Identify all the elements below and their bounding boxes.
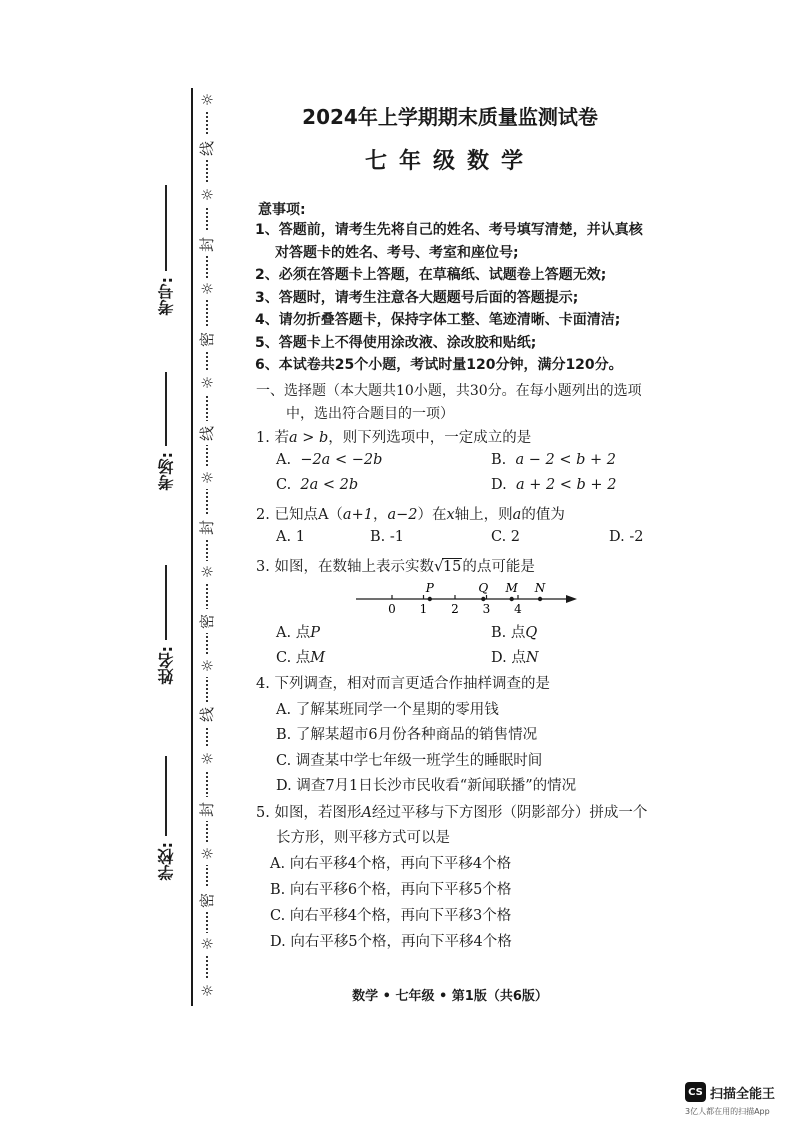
notice-heading: 意事项: bbox=[258, 202, 306, 218]
option-c: C. 调查某中学七年级一班学生的睡眠时间 bbox=[276, 753, 543, 769]
option-d: D. 点N bbox=[491, 650, 539, 666]
sun-mark-icon: ☼ bbox=[196, 980, 218, 1002]
point-p bbox=[428, 597, 432, 601]
binding-word: 密 bbox=[196, 327, 218, 351]
option-a: A. 点P bbox=[276, 625, 320, 641]
sun-mark-icon: ☼ bbox=[196, 278, 218, 300]
tick-label: 1 bbox=[419, 602, 428, 616]
binding-word: 线 bbox=[196, 421, 218, 445]
scanner-watermark bbox=[685, 1082, 793, 1120]
sqrt-expression: √ 15 bbox=[433, 557, 462, 575]
option-b: B. -1 bbox=[370, 529, 404, 545]
sun-mark-icon: ☼ bbox=[196, 561, 218, 583]
option-d: D. 调查7月1日长沙市民收看“新闻联播”的情况 bbox=[276, 778, 577, 794]
page-footer: 数学 • 七年级 • 第1版（共6版） bbox=[352, 989, 548, 1004]
point-n bbox=[538, 597, 542, 601]
school-field[interactable] bbox=[152, 756, 180, 886]
notice-item: 5、答题卡上不得使用涂改液、涂改胶和贴纸; bbox=[255, 334, 537, 351]
option-a: A. −2a < −2b bbox=[276, 452, 383, 468]
sun-mark-icon: ☼ bbox=[196, 655, 218, 677]
tick-label: 3 bbox=[482, 602, 491, 616]
notice-item: 6、本试卷共25个小题，考试时量120分钟，满分120分。 bbox=[255, 357, 623, 373]
number-line bbox=[352, 578, 577, 618]
notice-list bbox=[255, 219, 650, 377]
camscanner-logo-icon: CS bbox=[685, 1082, 706, 1102]
fill-underline bbox=[165, 565, 167, 640]
option-d: D. 向右平移5个格，再向下平移4个格 bbox=[270, 934, 512, 950]
fill-underline bbox=[165, 185, 167, 271]
question-5-stem-line2: 长方形，则平移方式可以是 bbox=[276, 830, 450, 846]
binding-word: 密 bbox=[196, 888, 218, 912]
binding-word: 密 bbox=[196, 609, 218, 633]
option-a: A. 了解某班同学一个星期的零用钱 bbox=[276, 702, 499, 718]
sun-mark-icon: ☼ bbox=[196, 372, 218, 394]
option-d: D. -2 bbox=[609, 529, 644, 545]
option-b: B. 向右平移6个格，再向下平移5个格 bbox=[270, 882, 512, 898]
question-4-stem: 4. 下列调查，相对而言更适合作抽样调查的是 bbox=[256, 676, 550, 692]
notice-item-continuation: 对答题卡的姓名、考号、考室和座位号; bbox=[275, 244, 519, 261]
option-d: D. a + 2 < b + 2 bbox=[491, 477, 617, 493]
option-b: B. a − 2 < b + 2 bbox=[491, 452, 616, 468]
fill-underline bbox=[165, 756, 167, 836]
exam-subtitle: 七年级数学 bbox=[364, 149, 535, 174]
binding-border-line bbox=[191, 88, 193, 1006]
option-b: B. 了解某超市6月份各种商品的销售情况 bbox=[276, 727, 538, 743]
sun-mark-icon: ☼ bbox=[196, 184, 218, 206]
option-b: B. 点Q bbox=[491, 625, 538, 641]
section-heading-line: 一、选择题（本大题共10小题，共30分。在每小题列出的选项 bbox=[256, 383, 642, 399]
exam-room-label: 考场: bbox=[156, 452, 176, 491]
tick-label: 4 bbox=[514, 602, 522, 616]
exam-room-field[interactable] bbox=[152, 372, 180, 496]
number-line-arrow bbox=[566, 595, 577, 603]
sun-mark-icon: ☼ bbox=[196, 933, 218, 955]
sun-mark-icon: ☼ bbox=[196, 843, 218, 865]
exam-number-label: 考号: bbox=[156, 277, 176, 316]
section-heading-line: 中，选出符合题目的一项） bbox=[286, 406, 454, 422]
watermark-app-name: 扫描全能王 bbox=[710, 1087, 776, 1102]
sun-mark-icon: ☼ bbox=[196, 89, 218, 111]
tick-label: 0 bbox=[388, 602, 396, 616]
watermark-tagline: 3亿人都在用的扫描App bbox=[685, 1107, 770, 1116]
point-m bbox=[510, 597, 514, 601]
notice-item: 2、必须在答题卡上答题，在草稿纸、试题卷上答题无效; bbox=[255, 267, 607, 283]
sun-mark-icon: ☼ bbox=[196, 748, 218, 770]
notice-item: 1、答题前，请考生先将自己的姓名、考号填写清楚，并认真核 bbox=[255, 222, 643, 238]
notice-item: 4、请勿折叠答题卡，保持字体工整、笔迹清晰、卡面清洁; bbox=[255, 312, 621, 328]
section-heading bbox=[256, 380, 656, 426]
option-a: A. 1 bbox=[276, 529, 305, 545]
question-3-stem: 3. 如图，在数轴上表示实数 √ 15的点可能是 bbox=[256, 557, 535, 575]
sun-mark-icon: ☼ bbox=[196, 467, 218, 489]
exam-number-field[interactable] bbox=[152, 185, 180, 321]
binding-word: 线 bbox=[196, 136, 218, 160]
point-label-n: N bbox=[534, 581, 546, 595]
option-a: A. 向右平移4个格，再向下平移4个格 bbox=[270, 856, 512, 872]
name-field[interactable] bbox=[152, 565, 180, 690]
point-label-q: Q bbox=[478, 581, 489, 595]
option-c: C. 2 bbox=[491, 529, 521, 545]
notice-item: 3、答题时，请考生注意各大题题号后面的答题提示; bbox=[255, 289, 579, 306]
point-label-m: M bbox=[505, 581, 518, 595]
question-2-stem: 2. 已知点A（a+1，a−2）在x轴上，则a的值为 bbox=[256, 507, 565, 523]
option-c: C. 2a < 2b bbox=[276, 477, 359, 493]
binding-word: 封 bbox=[196, 232, 218, 256]
fill-underline bbox=[165, 372, 167, 446]
option-c: C. 点M bbox=[276, 650, 326, 666]
school-label: 学校: bbox=[156, 842, 176, 881]
binding-word: 线 bbox=[196, 702, 218, 726]
binding-word: 封 bbox=[196, 797, 218, 821]
binding-word: 封 bbox=[196, 515, 218, 539]
tick-label: 2 bbox=[451, 602, 459, 616]
question-5-stem: 5. 如图，若图形A经过平移与下方图形（阴影部分）拼成一个 bbox=[256, 805, 648, 821]
point-label-p: P bbox=[425, 581, 434, 595]
option-c: C. 向右平移4个格，再向下平移3个格 bbox=[270, 908, 512, 924]
name-label: 姓名: bbox=[156, 646, 176, 685]
point-q bbox=[481, 597, 485, 601]
question-1-stem: 1. 若a > b，则下列选项中，一定成立的是 bbox=[256, 430, 532, 446]
exam-title: 2024年上学期期末质量监测试卷 bbox=[302, 105, 598, 129]
